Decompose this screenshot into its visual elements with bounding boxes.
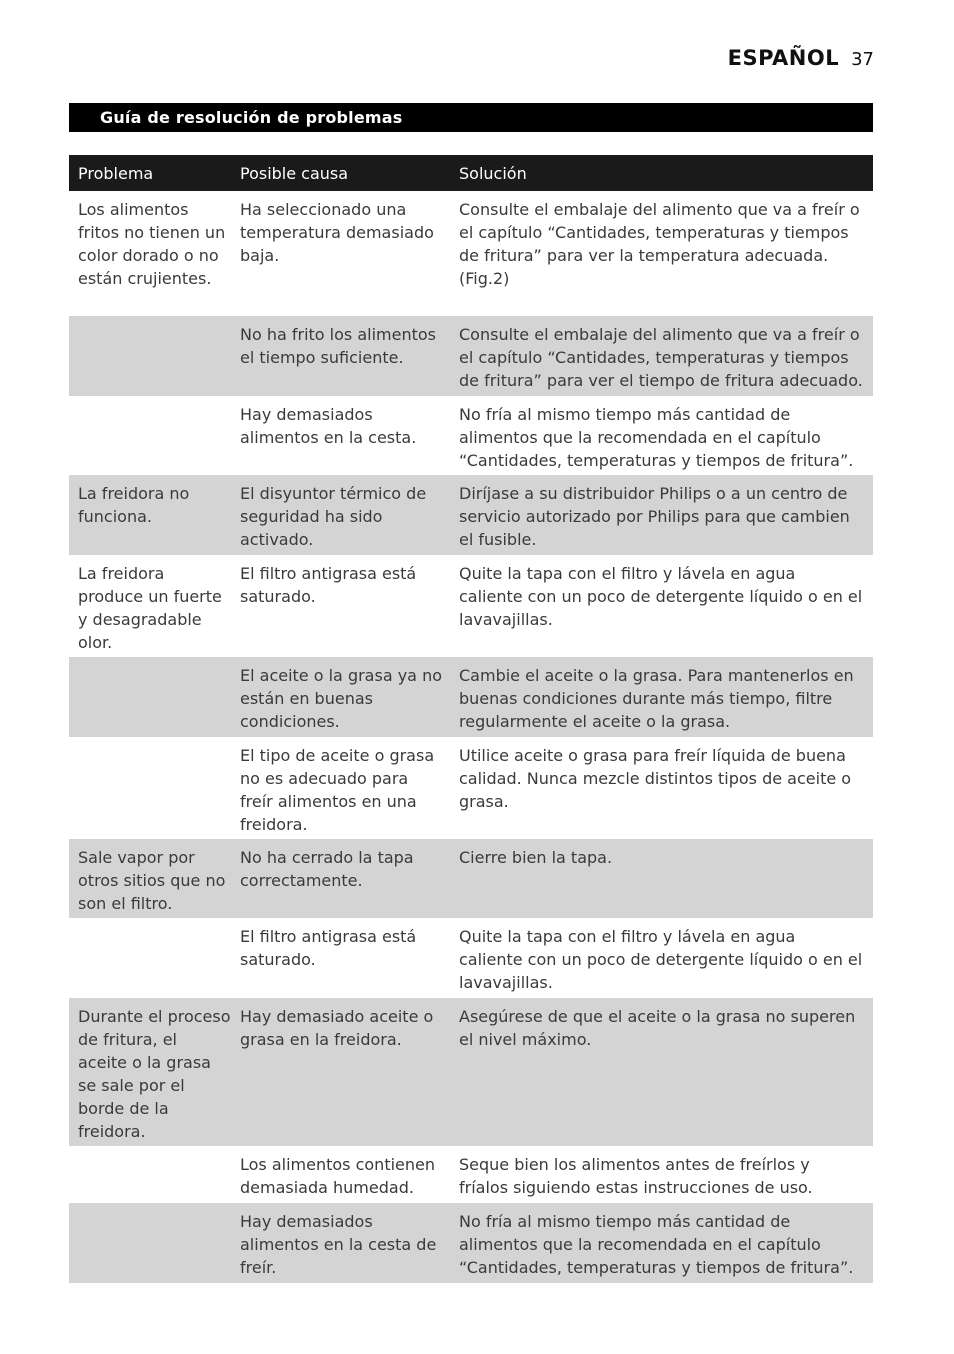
section-title: Guía de resolución de problemas [100,108,403,127]
problem-cell: Los alimentos fritos no tienen un color dorado o no están crujientes. [78,200,226,288]
cause-cell: El tipo de aceite o grasa no es adecuado para freír alimentos en una freidora. [240,746,435,834]
column-header-cause: Posible causa [240,163,349,183]
cause-cell: No ha cerrado la tapa correctamente. [240,848,414,890]
solution-cell: Diríjase a su distribuidor Philips o a un centro de servicio autorizado por Philips para que cambien el fusible. [459,484,850,549]
problem-cell [69,1146,231,1203]
cause-cell: Ha seleccionado una temperatura demasiado baja. [240,200,434,265]
cause-cell: Los alimentos contienen demasiada humedad. [240,1155,436,1197]
table-row [69,737,873,839]
cause-cell: Hay demasiados alimentos en la cesta. [240,405,417,447]
column-header-solution: Solución [459,163,527,183]
cause-cell: Hay demasiados alimentos en la cesta de freír. [240,1212,437,1277]
table-row [69,839,873,918]
section-title-bar [69,103,873,132]
table-row [69,555,873,657]
solution-cell: Cambie el aceite o la grasa. Para mantenerlos en buenas condiciones durante más tiempo, filtre regularmente el aceite o la grasa. [459,666,854,731]
cause-cell: El disyuntor térmico de seguridad ha sido activado. [240,484,427,549]
solution-cell: No fría al mismo tiempo más cantidad de alimentos que la recomendada en el capítulo “Cantidades, temperaturas y tiempos de fritura”. [459,405,854,470]
problem-cell [69,918,231,998]
problem-cell: La freidora no funciona. [78,484,190,526]
problem-cell [69,1203,231,1283]
table-row [69,475,873,555]
solution-cell: Consulte el embalaje del alimento que va a freír o el capítulo “Cantidades, temperaturas y tiempos de fritura” para ver la temperatura adecuada. (Fig.2) [459,200,860,288]
problem-cell: La freidora produce un fuerte y desagradable olor. [78,564,222,652]
cause-cell: No ha frito los alimentos el tiempo suficiente. [240,325,436,367]
cause-cell: El aceite o la grasa ya no están en buenas condiciones. [240,666,442,731]
table-row [69,396,873,475]
table-row [69,1146,873,1203]
troubleshooting-table [69,155,873,1283]
table-row [69,191,873,316]
problem-cell: Durante el proceso de fritura, el aceite o la grasa se sale por el borde de la freidora. [78,1007,231,1141]
column-header-problem: Problema [78,163,154,183]
page-number: 37 [851,49,874,70]
problem-cell [69,737,231,839]
page-header [728,46,874,70]
cause-cell: Hay demasiado aceite o grasa en la freidora. [240,1007,434,1049]
problem-cell [69,396,231,475]
solution-cell: Seque bien los alimentos antes de freírlos y fríalos siguiendo estas instrucciones de uso. [459,1155,813,1197]
language-label: ESPAÑOL [727,46,840,70]
problem-cell [69,316,231,396]
solution-cell: Consulte el embalaje del alimento que va a freír o el capítulo “Cantidades, temperaturas y tiempos de fritura” para ver el tiempo de fritura adecuado. [459,325,863,390]
table-header [69,155,873,191]
solution-cell: Asegúrese de que el aceite o la grasa no superen el nivel máximo. [459,1007,856,1049]
solution-cell: Quite la tapa con el filtro y lávela en agua caliente con un poco de detergente líquido o en el lavavajillas. [459,927,863,992]
table-row [69,1203,873,1283]
solution-cell: Cierre bien la tapa. [459,848,613,867]
cause-cell: El filtro antigrasa está saturado. [240,564,417,606]
solution-cell: Quite la tapa con el filtro y lávela en agua caliente con un poco de detergente líquido o en el lavavajillas. [459,564,863,629]
table-row [69,316,873,396]
solution-cell: No fría al mismo tiempo más cantidad de alimentos que la recomendada en el capítulo “Cantidades, temperaturas y tiempos de fritura”. [459,1212,854,1277]
problem-cell: Sale vapor por otros sitios que no son el filtro. [78,848,226,913]
table-row [69,998,873,1146]
table-row [69,918,873,998]
table-row [69,657,873,737]
cause-cell: El filtro antigrasa está saturado. [240,927,417,969]
solution-cell: Utilice aceite o grasa para freír líquida de buena calidad. Nunca mezcle distintos tipos de aceite o grasa. [459,746,852,811]
problem-cell [69,657,231,737]
